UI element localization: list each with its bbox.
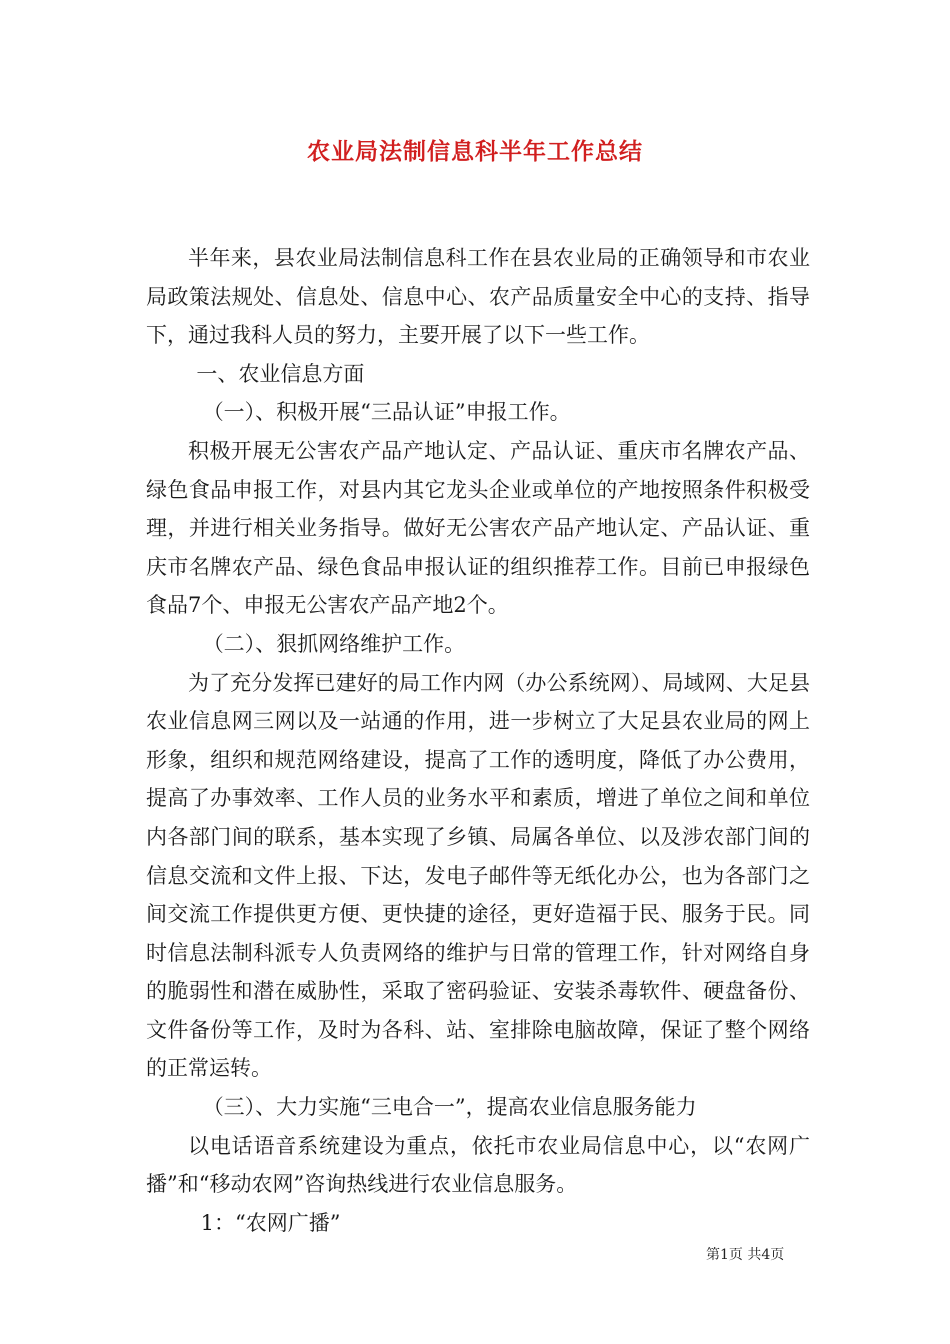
page-number-footer: 第1页 共4页 bbox=[706, 1247, 785, 1263]
document-body bbox=[146, 239, 810, 1242]
network-paragraph: 为了充分发挥已建好的局工作内网（办公系统网）、局域网、大足县农业信息网三网以及一站通的作用，进一步树立了大足县农业局的网上形象，组织和规范网络建设，提高了工作的透明度，降低了办公费用，提高了办事效率、工作人员的业务水平和素质，增进了单位之间和单位内各部门间的联系，基本实现了乡镇、局属各单位、以及涉农部门间的信息交流和文件上报、下达，发电子邮件等无纸化办公，也为各部门之间交流工作提供更方便、更快捷的途径，更好造福于民、服务于民。同时信息法制科派专人负责网络的维护与日常的管理工作，针对网络自身的脆弱性和潜在威胁性，采取了密码验证、安装杀毒软件、硬盘备份、文件备份等工作，及时为各科、站、室排除电脑故障，保证了整个网络的正常运转。 bbox=[146, 670, 810, 1081]
three-in-one-paragraph: 以电话语音系统建设为重点，依托市农业局信息中心，以“农网广播”和“移动农网”咨询热线进行农业信息服务。 bbox=[146, 1133, 810, 1197]
subsection-heading-three-in-one: （三）、大力实施“三电合一”，提高农业信息服务能力 bbox=[202, 1095, 697, 1120]
subsection-heading-certification: （一）、积极开展“三品认证”申报工作。 bbox=[202, 400, 571, 425]
certification-paragraph: 积极开展无公害农产品产地认定、产品认证、重庆市名牌农产品、绿色食品申报工作，对县内其它龙头企业或单位的产地按照条件积极受理，并进行相关业务指导。做好无公害农产品产地认定、产品认证、重庆市名牌农产品、绿色食品申报认证的组织推荐工作。目前已申报绿色食品7个、申报无公害农产品产地2个。 bbox=[146, 438, 810, 618]
subsection-heading-network: （二）、狠抓网络维护工作。 bbox=[202, 631, 466, 656]
document-title: 农业局法制信息科半年工作总结 bbox=[307, 138, 643, 165]
section-heading-agri-info: 一、农业信息方面 bbox=[196, 361, 365, 386]
intro-paragraph: 半年来，县农业局法制信息科工作在县农业局的正确领导和市农业局政策法规处、信息处、信息中心、农产品质量安全中心的支持、指导下，通过我科人员的努力，主要开展了以下一些工作。 bbox=[146, 246, 810, 348]
item-heading-broadcast: 1：“农网广播” bbox=[200, 1210, 341, 1235]
